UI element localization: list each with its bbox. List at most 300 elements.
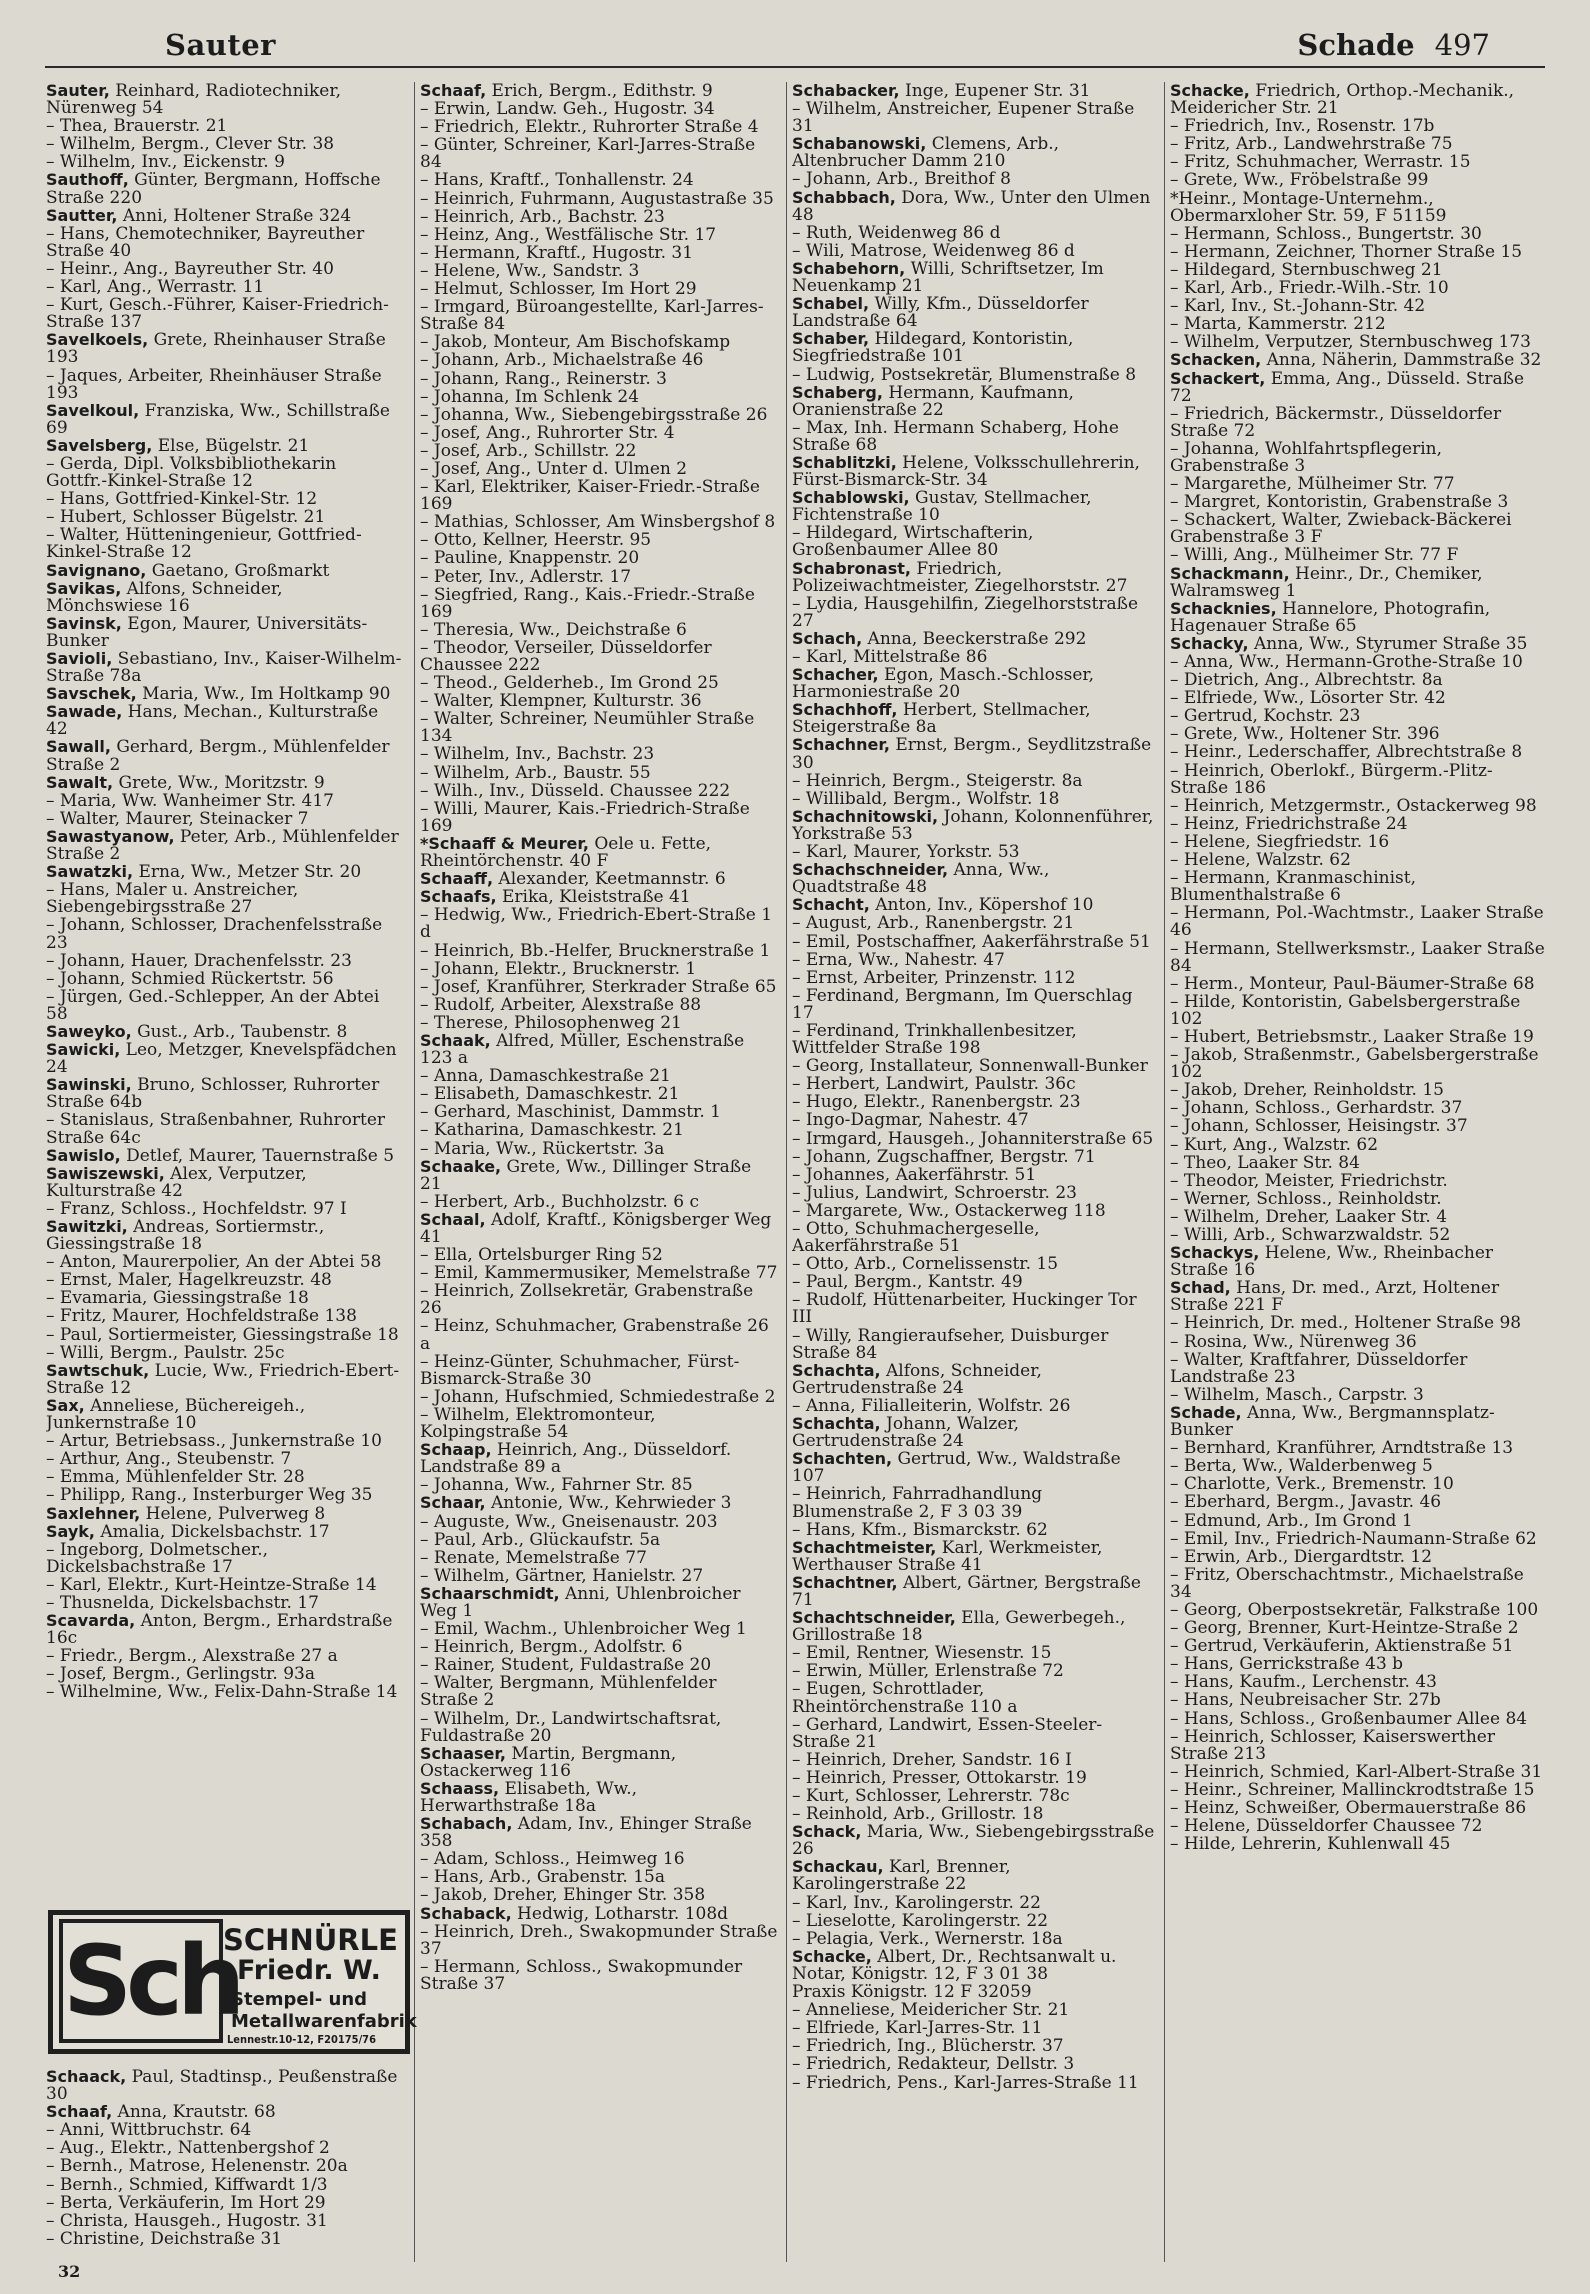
directory-entry bbox=[420, 692, 778, 710]
entry-details: Inge, Eupener Str. 31 bbox=[899, 82, 1091, 101]
entry-details: Egon, Masch.-Schlosser, Harmoniestraße 20 bbox=[792, 665, 1095, 703]
directory-entry bbox=[792, 1912, 1157, 1930]
entry-details: – Hilde, Kontoristin, Gabelsbergerstraße 102 bbox=[1170, 991, 1521, 1029]
entry-surname: Saxlehner, bbox=[46, 1503, 141, 1523]
entry-details: – Wilhelm, Elektromonteur, Kolpingstraße 54 bbox=[420, 1404, 656, 1443]
entry-surname: Schachner, bbox=[792, 735, 890, 755]
entry-details: Alex, Verputzer, Kulturstraße 42 bbox=[46, 1163, 307, 1201]
directory-entry bbox=[46, 367, 402, 402]
entry-details: Johann, Walzer, Gertrudenstraße 24 bbox=[792, 1414, 1020, 1452]
directory-entry bbox=[46, 1165, 402, 1200]
directory-entry bbox=[46, 278, 402, 296]
entry-details: – Paul, Bergm., Kantstr. 49 bbox=[792, 1272, 1023, 1293]
directory-entry bbox=[46, 703, 402, 738]
directory-entry bbox=[46, 1647, 402, 1665]
directory-entry bbox=[46, 331, 402, 366]
entry-details: Sebastiano, Inv., Kaiser-Wilhelm-Straße 78a bbox=[46, 649, 402, 687]
entry-details: – Georg, Installateur, Sonnenwall-Bunker bbox=[792, 1056, 1148, 1077]
entry-surname: Schaap, bbox=[420, 1440, 492, 1460]
directory-entry bbox=[420, 1353, 778, 1388]
entry-surname: Savelsberg, bbox=[46, 435, 153, 455]
directory-entry bbox=[420, 1780, 778, 1815]
entry-details: – Anna, Filialleiterin, Wolfstr. 26 bbox=[792, 1395, 1071, 1416]
directory-entry bbox=[1170, 1673, 1545, 1691]
directory-entry bbox=[792, 560, 1157, 595]
ad-company-name: SCHNÜRLE bbox=[223, 1923, 398, 1957]
entry-details: – Wilhelm, Bergm., Clever Str. 38 bbox=[46, 134, 335, 155]
ad-logo: Sch bbox=[59, 1919, 223, 2043]
directory-entry bbox=[1170, 600, 1545, 635]
directory-entry bbox=[46, 1218, 402, 1253]
directory-entry bbox=[46, 2176, 402, 2194]
directory-entry bbox=[1170, 225, 1545, 243]
entry-surname: Schade, bbox=[1170, 1402, 1242, 1422]
entry-details: – Charlotte, Verk., Bremenstr. 10 bbox=[1170, 1474, 1454, 1495]
entry-details: – Berta, Ww., Walderbenweg 5 bbox=[1170, 1456, 1433, 1477]
entry-details: – Hubert, Betriebsmstr., Laaker Straße 19 bbox=[1170, 1026, 1534, 1047]
directory-entry bbox=[420, 1317, 778, 1352]
entry-details: – Heinrich, Fuhrmann, Augustastraße 35 bbox=[420, 188, 774, 209]
directory-entry bbox=[420, 568, 778, 586]
entry-details: – Hugo, Elektr., Ranenbergstr. 23 bbox=[792, 1092, 1081, 1113]
entry-details: – Hans, Kaufm., Lerchenstr. 43 bbox=[1170, 1672, 1437, 1693]
directory-entry bbox=[1170, 1190, 1545, 1208]
directory-entry bbox=[420, 478, 778, 513]
directory-entry bbox=[46, 526, 402, 561]
entry-surname: Sawade, bbox=[46, 702, 123, 722]
directory-entry bbox=[1170, 1333, 1545, 1351]
entry-details: – Fritz, Arb., Landwehrstraße 75 bbox=[1170, 134, 1453, 155]
entry-details: Alfons, Schneider, Mönchswiese 16 bbox=[46, 578, 283, 616]
entry-details: – Wilhelm, Verputzer, Sternbuschweg 173 bbox=[1170, 332, 1531, 353]
entry-details: – Dietrich, Ang., Albrechtstr. 8a bbox=[1170, 670, 1443, 691]
ad-address: Lennestr.10-12, F20175/76 bbox=[227, 2033, 376, 2046]
entry-details: – Friedrich, Redakteur, Dellstr. 3 bbox=[792, 2054, 1075, 2075]
directory-entry bbox=[46, 1523, 402, 1541]
entry-details: – Reinhold, Arb., Grillostr. 18 bbox=[792, 1804, 1044, 1825]
directory-entry bbox=[420, 960, 778, 978]
entry-details: – Rainer, Student, Fuldastraße 20 bbox=[420, 1655, 712, 1676]
column-4 bbox=[1170, 82, 1545, 2262]
directory-entry bbox=[792, 1539, 1157, 1574]
directory-entry bbox=[792, 1930, 1157, 1948]
entry-details: – Willibald, Bergm., Wolfstr. 18 bbox=[792, 788, 1060, 809]
entry-surname: Sawatzki, bbox=[46, 862, 134, 882]
entry-details: – Heinz-Günter, Schuhmacher, Fürst-Bismarck-Straße 30 bbox=[420, 1351, 740, 1389]
directory-entry bbox=[792, 1574, 1157, 1609]
directory-entry bbox=[420, 513, 778, 531]
entry-details: – Theod., Gelderheb., Im Grond 25 bbox=[420, 673, 719, 694]
entry-details: – Ella, Ortelsburger Ring 52 bbox=[420, 1245, 663, 1266]
entry-surname: Schabehorn, bbox=[792, 258, 906, 278]
entry-surname: Savignano, bbox=[46, 560, 147, 580]
entry-surname: Schabronast, bbox=[792, 558, 911, 578]
entry-details: Adam, Inv., Ehinger Straße 358 bbox=[420, 1814, 752, 1852]
directory-entry bbox=[420, 835, 778, 870]
entry-details: – Heinrich, Bb.-Helfer, Brucknerstraße 1 bbox=[420, 940, 771, 961]
entry-details: Elisabeth, Ww., Herwarthstraße 18a bbox=[420, 1778, 638, 1816]
entry-details: Karl, Werkmeister, Werthauser Straße 41 bbox=[792, 1537, 1103, 1575]
entry-details: – Johann, Schlosser, Drachenfelsstraße 23 bbox=[46, 915, 383, 953]
directory-entry bbox=[1170, 635, 1545, 653]
directory-entry bbox=[46, 988, 402, 1023]
directory-entry bbox=[1170, 1404, 1545, 1439]
entry-details: – Wili, Matrose, Weidenweg 86 d bbox=[792, 240, 1075, 261]
entry-details: – Eberhard, Bergm., Javastr. 46 bbox=[1170, 1492, 1442, 1513]
entry-details: – Eugen, Schrottlader, Rheintörchenstraße 110 a bbox=[792, 1679, 1018, 1717]
directory-entry bbox=[1170, 1154, 1545, 1172]
entry-details: – Bernh., Matrose, Helenenstr. 20a bbox=[46, 2156, 348, 2177]
entry-details: – Johann, Hufschmied, Schmiedestraße 2 bbox=[420, 1386, 776, 1407]
entry-details: Gerhard, Bergm., Mühlenfelder Straße 2 bbox=[46, 737, 390, 775]
directory-entry bbox=[420, 1745, 778, 1780]
entry-details: Lucie, Ww., Friedrich-Ebert-Straße 12 bbox=[46, 1360, 400, 1398]
entry-details: – Heinrich, Zollsekretär, Grabenstraße 26 bbox=[420, 1281, 754, 1319]
entry-details: Antonie, Ww., Kehrwieder 3 bbox=[485, 1493, 732, 1514]
directory-entry bbox=[420, 782, 778, 800]
directory-entry bbox=[420, 244, 778, 262]
entry-details: – Friedrich, Inv., Rosenstr. 17b bbox=[1170, 116, 1435, 137]
entry-details: – Ingo-Dagmar, Nahestr. 47 bbox=[792, 1110, 1029, 1131]
entry-details: Anni, Uhlenbroicher Weg 1 bbox=[420, 1583, 741, 1621]
entry-surname: Savinsk, bbox=[46, 613, 122, 633]
directory-entry bbox=[1170, 546, 1545, 564]
entry-details: – Pauline, Knappenstr. 20 bbox=[420, 548, 640, 569]
entry-details: – Wilhelm, Dreher, Laaker Str. 4 bbox=[1170, 1206, 1448, 1227]
entry-details: – Johann, Hauer, Drachenfelsstr. 23 bbox=[46, 950, 352, 971]
entry-details: – Renate, Memelstraße 77 bbox=[420, 1547, 647, 1568]
entry-details: – Wilhelm, Gärtner, Hanielstr. 27 bbox=[420, 1565, 704, 1586]
directory-entry bbox=[46, 1486, 402, 1504]
entry-details: – Heinrich, Bergm., Steigerstr. 8a bbox=[792, 770, 1083, 791]
directory-entry bbox=[46, 2157, 402, 2175]
directory-entry bbox=[46, 952, 402, 970]
entry-details: – Ludwig, Postsekretär, Blumenstraße 8 bbox=[792, 364, 1137, 385]
entry-details: – Günter, Schreiner, Karl-Jarres-Straße 84 bbox=[420, 135, 756, 173]
directory-entry bbox=[420, 1085, 778, 1103]
directory-entry bbox=[1170, 440, 1545, 475]
directory-entry bbox=[792, 366, 1157, 384]
directory-entry bbox=[420, 1638, 778, 1656]
directory-entry bbox=[420, 764, 778, 782]
directory-entry bbox=[420, 906, 778, 941]
entry-details: – Herbert, Landwirt, Paulstr. 36c bbox=[792, 1074, 1076, 1095]
entry-details: – Erwin, Arb., Diergardtstr. 12 bbox=[1170, 1546, 1433, 1567]
entry-details: – Christa, Hausgeh., Hugostr. 31 bbox=[46, 2210, 328, 2231]
directory-entry bbox=[1170, 1457, 1545, 1475]
entry-details: – Auguste, Ww., Gneisenaustr. 203 bbox=[420, 1511, 718, 1532]
entry-surname: Schackmann, bbox=[1170, 563, 1290, 583]
directory-entry bbox=[1170, 707, 1545, 725]
entry-details: – Walter, Kraftfahrer, Düsseldorfer Landstraße 23 bbox=[1170, 1349, 1468, 1387]
entry-details: – Elisabeth, Damaschkestr. 21 bbox=[420, 1084, 680, 1105]
directory-entry bbox=[420, 1140, 778, 1158]
entry-details: – Werner, Schloss., Reinholdstr. bbox=[1170, 1188, 1442, 1209]
directory-entry bbox=[46, 1271, 402, 1289]
entry-details: Reinhard, Radiotechniker, Nürenweg 54 bbox=[46, 82, 342, 119]
entry-details: – Adam, Schloss., Heimweg 16 bbox=[420, 1849, 685, 1870]
directory-entry bbox=[420, 190, 778, 208]
directory-entry bbox=[46, 153, 402, 171]
entry-details: – Friedr., Bergm., Alexstraße 27 a bbox=[46, 1646, 338, 1667]
directory-entry bbox=[420, 1674, 778, 1709]
advertisement-schnuerle bbox=[48, 1910, 417, 2054]
entry-surname: Schacken, bbox=[1170, 350, 1262, 370]
directory-entry bbox=[792, 1093, 1157, 1111]
entry-details: – Gerhard, Maschinist, Dammstr. 1 bbox=[420, 1102, 721, 1123]
entry-surname: Schachnitowski, bbox=[792, 806, 939, 826]
directory-entry bbox=[792, 1823, 1157, 1858]
directory-entry bbox=[46, 881, 402, 916]
directory-entry bbox=[1170, 653, 1545, 671]
column-1-continued bbox=[46, 2068, 402, 2262]
directory-entry bbox=[46, 1594, 402, 1612]
directory-entry bbox=[420, 1406, 778, 1441]
directory-entry bbox=[1170, 261, 1545, 279]
entry-details: Paul, Stadtinsp., Peußenstraße 30 bbox=[46, 2068, 398, 2105]
sheet-signature: 32 bbox=[58, 2262, 81, 2281]
directory-entry bbox=[1170, 869, 1545, 904]
entry-surname: Schabacker, bbox=[792, 82, 900, 100]
entry-details: Anna, Näherin, Dammstraße 32 bbox=[1261, 350, 1542, 371]
directory-entry bbox=[46, 2194, 402, 2212]
directory-entry bbox=[420, 1567, 778, 1585]
entry-details: – Helmut, Schlosser, Im Hort 29 bbox=[420, 279, 697, 300]
entry-details: – Otto, Schuhmachergeselle, Aakerfährstraße 51 bbox=[792, 1219, 1040, 1257]
entry-surname: Sawitzki, bbox=[46, 1217, 128, 1236]
entry-details: Anneliese, Büchereigeh., Junkernstraße 10 bbox=[46, 1395, 306, 1434]
entry-details: – Heinrich, Metzgermstr., Ostackerweg 98 bbox=[1170, 795, 1537, 816]
entry-details: – Walter, Bergmann, Mühlenfelder Straße 2 bbox=[420, 1673, 717, 1711]
directory-entry bbox=[420, 424, 778, 442]
directory-entry bbox=[420, 171, 778, 189]
entry-details: Emma, Ang., Düsseld. Straße 72 bbox=[1170, 368, 1525, 406]
directory-entry bbox=[792, 1485, 1157, 1520]
entry-details: – Wilhelm, Inv., Bachstr. 23 bbox=[420, 744, 655, 765]
entry-details: Franziska, Ww., Schillstraße 69 bbox=[46, 400, 390, 438]
directory-entry bbox=[420, 586, 778, 621]
entry-details: Grete, Ww., Moritzstr. 9 bbox=[113, 772, 325, 793]
directory-entry bbox=[46, 1041, 402, 1076]
directory-entry bbox=[792, 1787, 1157, 1805]
directory-entry bbox=[46, 738, 402, 773]
entry-surname: Sawiszewski, bbox=[46, 1163, 165, 1183]
directory-entry bbox=[1170, 1208, 1545, 1226]
directory-entry bbox=[1170, 565, 1545, 600]
directory-entry bbox=[420, 1868, 778, 1886]
directory-entry bbox=[792, 1415, 1157, 1450]
entry-details: – Hermann, Kraftf., Hugostr. 31 bbox=[420, 242, 694, 263]
entry-details: – Hilde, Lehrerin, Kuhlenwall 45 bbox=[1170, 1834, 1451, 1855]
entry-details: – Hans, Kraftf., Tonhallenstr. 24 bbox=[420, 170, 694, 191]
page-number: 497 bbox=[1434, 28, 1490, 62]
directory-entry bbox=[1170, 762, 1545, 797]
directory-entry bbox=[1170, 797, 1545, 815]
directory-entry bbox=[420, 1958, 778, 1993]
entry-surname: Sawislo, bbox=[46, 1145, 121, 1165]
directory-entry bbox=[792, 1521, 1157, 1539]
entry-details: – Heinz, Ang., Westfälische Str. 17 bbox=[420, 224, 717, 245]
directory-entry bbox=[792, 2019, 1157, 2037]
directory-entry bbox=[1170, 1548, 1545, 1566]
directory-entry bbox=[420, 800, 778, 835]
entry-details: – Johanna, Ww., Fahrner Str. 85 bbox=[420, 1475, 693, 1496]
directory-entry bbox=[1170, 1028, 1545, 1046]
entry-details: – Heinz, Friedrichstraße 24 bbox=[1170, 813, 1408, 834]
entry-details: Helene, Ww., Rheinbacher Straße 16 bbox=[1170, 1243, 1494, 1281]
directory-entry bbox=[46, 508, 402, 526]
directory-entry bbox=[792, 1075, 1157, 1093]
directory-entry bbox=[46, 863, 402, 881]
directory-entry bbox=[420, 1032, 778, 1067]
entry-details: – Heinr., Schreiner, Mallinckrodtstraße 15 bbox=[1170, 1779, 1535, 1800]
entry-surname: Sauthoff, bbox=[46, 170, 129, 190]
entry-details: Hedwig, Lotharstr. 108d bbox=[511, 1903, 729, 1924]
entry-details: Bruno, Schlosser, Ruhrorter Straße 64b bbox=[46, 1075, 380, 1113]
entry-surname: Schach, bbox=[792, 628, 863, 648]
entry-details: Anna, Krautstr. 68 bbox=[112, 2102, 276, 2123]
entry-details: Egon, Maurer, Universitäts-Bunker bbox=[46, 613, 368, 651]
entry-surname: Sax, bbox=[46, 1395, 85, 1415]
entry-details: Peter, Arb., Mühlenfelder Straße 2 bbox=[46, 826, 399, 865]
entry-details: Helene, Volksschullehrerin, Fürst-Bismarck-Str. 34 bbox=[792, 452, 1140, 491]
directory-entry bbox=[46, 2068, 402, 2103]
directory-entry bbox=[46, 135, 402, 153]
entry-surname: Schachtschneider, bbox=[792, 1608, 956, 1628]
directory-entry bbox=[46, 171, 402, 206]
directory-entry bbox=[1170, 1439, 1545, 1457]
directory-entry bbox=[46, 1683, 402, 1701]
entry-details: – Edmund, Arb., Im Grond 1 bbox=[1170, 1510, 1413, 1531]
entry-details: – Hans, Arb., Grabenstr. 15a bbox=[420, 1867, 665, 1888]
directory-entry bbox=[46, 1505, 402, 1523]
entry-details: – Heinrich, Bergm., Adolfstr. 6 bbox=[420, 1637, 683, 1658]
entry-surname: Sayk, bbox=[46, 1521, 95, 1541]
entry-details: – Karl, Elektr., Kurt-Heintze-Straße 14 bbox=[46, 1574, 377, 1595]
directory-entry bbox=[792, 1057, 1157, 1075]
entry-details: – Hans, Kfm., Bismarckstr. 62 bbox=[792, 1519, 1048, 1540]
entry-details: – Hermann, Zeichner, Thorner Straße 15 bbox=[1170, 241, 1523, 262]
directory-entry bbox=[420, 1246, 778, 1264]
entry-details: Hans, Dr. med., Arzt, Holtener Straße 221 F bbox=[1170, 1278, 1500, 1316]
running-head-word: Schade bbox=[1297, 28, 1415, 62]
entry-details: – Grete, Ww., Holtener Str. 396 bbox=[1170, 724, 1440, 745]
entry-details: Hans, Mechan., Kulturstraße 42 bbox=[46, 702, 379, 740]
directory-entry bbox=[792, 2055, 1157, 2073]
directory-entry bbox=[46, 1253, 402, 1271]
directory-entry bbox=[792, 454, 1157, 489]
entry-details: Alfons, Schneider, Gertrudenstraße 24 bbox=[792, 1360, 1042, 1398]
entry-details: Helene, Pulverweg 8 bbox=[140, 1503, 326, 1524]
entry-details: – Friedrich, Pens., Karl-Jarres-Straße 11 bbox=[792, 2072, 1139, 2093]
entry-surname: Schaal, bbox=[420, 1209, 486, 1229]
entry-surname: Sawastyanow, bbox=[46, 826, 175, 846]
entry-details: – Friedrich, Elektr., Ruhrorter Straße 4 bbox=[420, 117, 759, 138]
entry-details: – Anni, Wittbruchstr. 64 bbox=[46, 2120, 252, 2141]
directory-entry bbox=[420, 1193, 778, 1211]
header-rule bbox=[45, 66, 1545, 68]
directory-entry bbox=[1170, 135, 1545, 153]
entry-details: – Helene, Düsseldorfer Chaussee 72 bbox=[1170, 1816, 1483, 1837]
entry-details: – Pelagia, Verk., Wernerstr. 18a bbox=[792, 1928, 1063, 1949]
entry-details: – Friedrich, Bäckermstr., Düsseldorfer Straße 72 bbox=[1170, 403, 1502, 441]
entry-details: – Hermann, Stellwerksmstr., Laaker Straße 84 bbox=[1170, 938, 1545, 976]
entry-details: – Marta, Kammerstr. 212 bbox=[1170, 314, 1386, 335]
directory-entry bbox=[420, 1264, 778, 1282]
directory-entry bbox=[420, 118, 778, 136]
entry-surname: *Schaaff & Meurer, bbox=[420, 833, 589, 853]
directory-entry bbox=[792, 82, 1157, 100]
directory-entry bbox=[420, 710, 778, 745]
directory-entry bbox=[46, 1450, 402, 1468]
entry-details: – Theo, Laaker Str. 84 bbox=[1170, 1152, 1360, 1173]
directory-entry bbox=[46, 774, 402, 792]
directory-entry bbox=[792, 969, 1157, 987]
directory-entry bbox=[420, 1388, 778, 1406]
entry-surname: Schachhoff, bbox=[792, 700, 898, 720]
entry-details: – Hildegard, Sternbuschweg 21 bbox=[1170, 259, 1443, 280]
directory-entry bbox=[46, 916, 402, 951]
directory-entry bbox=[1170, 1530, 1545, 1548]
entry-surname: Schaafs, bbox=[420, 887, 497, 907]
directory-entry bbox=[792, 1148, 1157, 1166]
entry-details: – Wilh., Inv., Düsseld. Chaussee 222 bbox=[420, 780, 731, 801]
entry-details: Albert, Dr., Rechtsanwalt u. Notar, Königstr. 12, F 3 01 38 bbox=[792, 1946, 1117, 1984]
directory-entry bbox=[46, 1289, 402, 1307]
ad-owner: Friedr. W. bbox=[237, 1955, 381, 1986]
directory-entry bbox=[420, 674, 778, 692]
entry-details: – Wilhelmine, Ww., Felix-Dahn-Straße 14 bbox=[46, 1682, 398, 1703]
entry-details: – Theodor, Verseiler, Düsseldorfer Chaussee 222 bbox=[420, 637, 712, 675]
entry-surname: Schaaf, bbox=[46, 2102, 113, 2122]
entry-details: – Max, Inh. Hermann Schaberg, Hohe Straße 68 bbox=[792, 417, 1119, 455]
directory-entry bbox=[1170, 1081, 1545, 1099]
entry-details: – Arthur, Ang., Steubenstr. 7 bbox=[46, 1449, 292, 1470]
entry-details: – Hermann, Pol.-Wachtmstr., Laaker Straße 46 bbox=[1170, 903, 1544, 941]
directory-entry bbox=[420, 442, 778, 460]
directory-entry bbox=[1170, 475, 1545, 493]
entry-details: Anna, Beeckerstraße 292 bbox=[862, 628, 1087, 649]
directory-entry bbox=[420, 621, 778, 639]
entry-details: – Irmgard, Büroangestellte, Karl-Jarres-Straße 84 bbox=[420, 297, 764, 335]
directory-entry bbox=[46, 455, 402, 490]
entry-details: Anna, Ww., Styrumer Straße 35 bbox=[1248, 633, 1528, 654]
directory-entry bbox=[46, 1432, 402, 1450]
entry-details: – Hedwig, Ww., Friedrich-Ebert-Straße 1 d bbox=[420, 905, 773, 943]
entry-details: – Erna, Ww., Nahestr. 47 bbox=[792, 949, 1005, 970]
entry-details: – Herm., Monteur, Paul-Bäumer-Straße 68 bbox=[1170, 973, 1535, 994]
directory-entry bbox=[46, 1468, 402, 1486]
entry-details: – Heinrich, Presser, Ottokarstr. 19 bbox=[792, 1767, 1087, 1788]
directory-entry bbox=[420, 1211, 778, 1246]
directory-entry bbox=[420, 978, 778, 996]
entry-surname: Sawicki, bbox=[46, 1040, 121, 1060]
entry-details: Erika, Kleiststraße 41 bbox=[496, 887, 691, 908]
entry-details: Johann, Kolonnenführer, Yorkstraße 53 bbox=[792, 806, 1154, 844]
directory-entry bbox=[1170, 1691, 1545, 1709]
entry-surname: Schacknies, bbox=[1170, 598, 1277, 618]
directory-entry bbox=[792, 1662, 1157, 1680]
directory-entry bbox=[420, 1886, 778, 1904]
entry-details: – Heinrich, Oberlokf., Bürgerm.-Plitz-Straße 186 bbox=[1170, 760, 1493, 798]
directory-entry bbox=[46, 1665, 402, 1683]
directory-entry bbox=[420, 996, 778, 1014]
directory-entry bbox=[792, 1327, 1157, 1362]
entry-details: Leo, Metzger, Knevelspfädchen 24 bbox=[46, 1040, 397, 1078]
directory-entry bbox=[420, 745, 778, 763]
entry-details: Herbert, Stellmacher, Steigerstraße 8a bbox=[792, 700, 1091, 738]
entry-details: – Otto, Kellner, Heerstr. 95 bbox=[420, 530, 652, 551]
